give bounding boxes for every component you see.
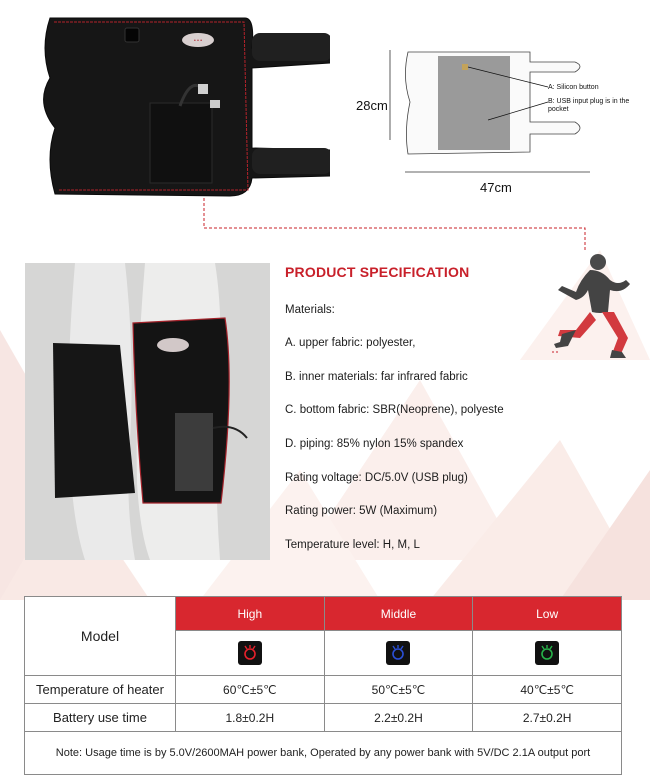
callout-usb-plug: B: USB input plug is in the pocket [548,98,630,113]
callout-silicon-button: A: Silicon button [548,84,599,91]
level-low-icon-cell [473,631,622,676]
spec-line-rating-voltage: Rating voltage: DC/5.0V (USB plug) [285,472,468,484]
heat-level-table [24,596,622,775]
product-specification [285,264,504,551]
knee-pad-product-image [30,8,330,198]
spec-line-rating-power: Rating power: 5W (Maximum) [285,505,438,517]
usage-note: Note: Usage time is by 5.0V/2600MAH power bank, Operated by any power bank with 5V/DC 2.1A output port [25,732,622,775]
battery-low: 2.7±0.2H [473,704,622,732]
level-high-header: High [176,597,325,631]
height-dimension: 28cm [356,98,388,113]
level-middle-header: Middle [324,597,473,631]
mannequin-legs-image [25,263,270,560]
width-dimension: 47cm [480,180,512,195]
runner-icon [540,250,640,360]
battery-middle: 2.2±0.2H [324,704,473,732]
heat-level-icon [534,640,560,666]
spec-line-bottom-fabric: C. bottom fabric: SBR(Neoprene), polyeste [285,404,504,416]
battery-label: Battery use time [25,704,176,732]
spec-line-temperature-level: Temperature level: H, M, L [285,539,420,551]
temperature-high: 60℃±5℃ [176,676,325,704]
temperature-label: Temperature of heater [25,676,176,704]
level-middle-icon-cell [324,631,473,676]
spec-line-materials: Materials: [285,304,335,316]
battery-high: 1.8±0.2H [176,704,325,732]
spec-title: PRODUCT SPECIFICATION [285,264,470,280]
spec-line-upper-fabric: A. upper fabric: polyester, [285,337,416,349]
knee-wearing-photo [25,263,270,560]
spec-line-inner-materials: B. inner materials: far infrared fabric [285,371,468,383]
model-label: Model [25,597,176,676]
level-low-header: Low [473,597,622,631]
spec-line-piping: D. piping: 85% nylon 15% spandex [285,438,464,450]
temperature-middle: 50℃±5℃ [324,676,473,704]
level-high-icon-cell [176,631,325,676]
size-diagram [360,40,650,200]
heat-level-icon [237,640,263,666]
svg-text:• • •: • • • [193,38,203,44]
temperature-low: 40℃±5℃ [473,676,622,704]
heat-level-icon [385,640,411,666]
